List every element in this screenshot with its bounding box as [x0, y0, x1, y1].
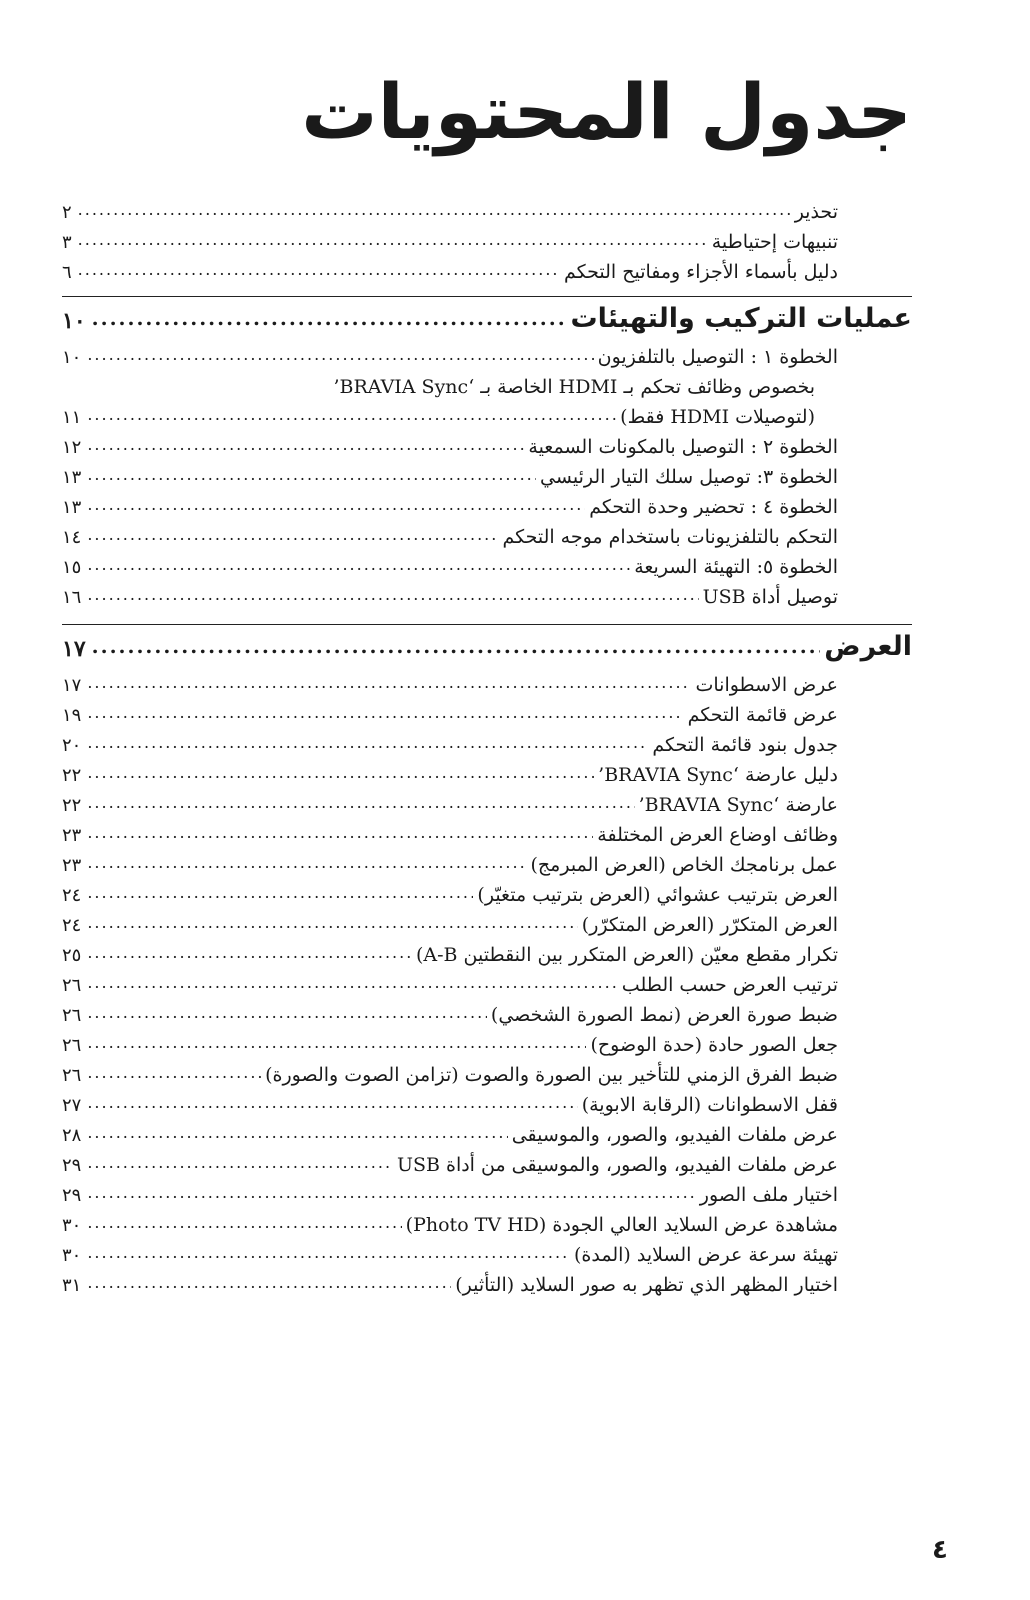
leader-dots — [78, 260, 560, 279]
toc-entry — [62, 876, 838, 906]
toc-entry-label: جعل الصور حادة (حدة الوضوح) — [590, 1034, 838, 1056]
leader-dots — [87, 1003, 487, 1022]
toc-entry — [62, 1086, 838, 1116]
toc-entry-label: تكرار مقطع معيّن (العرض المتكرر بين النقطتين A-B) — [415, 944, 838, 966]
toc-page-number: ٢٤ — [62, 915, 82, 936]
toc-entry — [62, 1146, 838, 1176]
toc-page-number: ١٣ — [62, 497, 82, 518]
leader-dots — [87, 943, 412, 962]
toc-entry-label: تنبيهات إحتياطية — [711, 231, 838, 253]
section-divider — [62, 624, 912, 625]
toc-entry-label: العرض بترتيب عشوائي (العرض بترتيب متغيّر) — [477, 884, 838, 906]
leader-dots — [78, 200, 791, 219]
leader-dots — [87, 1033, 586, 1052]
section-heading-row — [62, 304, 912, 334]
toc-page-number: ١٠ — [62, 308, 86, 334]
leader-dots — [87, 703, 683, 722]
toc-entry — [62, 1266, 838, 1296]
toc-entry-label: توصيل أداة USB — [702, 586, 838, 608]
toc-page-number: ١٩ — [62, 705, 82, 726]
toc-page-number: ٢٦ — [62, 975, 82, 996]
leader-dots — [87, 823, 593, 842]
toc-entry-label: (لتوصيلات HDMI فقط) — [620, 406, 815, 428]
toc-entry — [62, 936, 838, 966]
toc-entry — [62, 428, 838, 458]
leader-dots — [92, 306, 567, 330]
leader-dots — [87, 345, 593, 364]
page-title: جدول المحتويات — [301, 67, 912, 156]
toc-page-number: ١٧ — [62, 636, 86, 662]
leader-dots — [87, 465, 536, 484]
toc-entry-label: تهيئة سرعة عرض السلايد (المدة) — [574, 1244, 838, 1266]
toc-page-number: ٢٩ — [62, 1185, 82, 1206]
toc-page-number: ٢٢ — [62, 795, 82, 816]
leader-dots — [87, 435, 524, 454]
toc-page-number: ٢٦ — [62, 1035, 82, 1056]
toc-entry-label: وظائف اوضاع العرض المختلفة — [597, 824, 838, 846]
toc-entry — [62, 253, 838, 283]
toc-page-number: ١٢ — [62, 437, 82, 458]
toc-entry — [62, 223, 838, 253]
leader-dots — [87, 585, 698, 604]
toc-entry-label: الخطوة ٤ : تحضير وحدة التحكم — [589, 496, 838, 518]
leader-dots — [87, 1213, 401, 1232]
toc-entry — [62, 966, 838, 996]
toc-entry — [62, 1116, 838, 1146]
toc-page-number: ٢٦ — [62, 1005, 82, 1026]
section-heading: عمليات التركيب والتهيئات — [570, 303, 912, 334]
section-divider — [62, 296, 912, 297]
toc-entry-label: الخطوة ٥: التهيئة السريعة — [634, 556, 838, 578]
leader-dots — [87, 793, 634, 812]
toc-entry-label: اختيار المظهر الذي تظهر به صور السلايد (التأثير) — [455, 1274, 838, 1296]
toc-page-number: ٦ — [62, 262, 72, 283]
toc-entry-label: جدول بنود قائمة التحكم — [652, 734, 838, 756]
toc-entry — [62, 578, 838, 608]
toc-entry-label: اختيار ملف الصور — [699, 1184, 838, 1206]
toc-entry-label: العرض المتكرّر (العرض المتكرّر) — [581, 914, 838, 936]
leader-dots — [87, 1153, 393, 1172]
toc-entry — [62, 368, 815, 398]
toc-entry — [62, 518, 838, 548]
toc-entry-label: دليل عارضة ‘BRAVIA Sync’ — [598, 764, 838, 786]
toc-page-number: ٢٤ — [62, 885, 82, 906]
toc-entry — [62, 1236, 838, 1266]
section-heading: العرض — [824, 631, 912, 662]
leader-dots — [87, 883, 473, 902]
leader-dots — [87, 913, 577, 932]
toc-page-number: ٢٥ — [62, 945, 82, 966]
toc-entry — [62, 1056, 838, 1086]
toc-entry — [62, 846, 838, 876]
toc-entry-label: مشاهدة عرض السلايد العالي الجودة (Photo TV HD) — [405, 1214, 838, 1236]
toc-entry-label: ترتيب العرض حسب الطلب — [621, 974, 838, 996]
toc-page-number: ٢٦ — [62, 1065, 82, 1086]
toc-page-number: ٢٠ — [62, 735, 82, 756]
leader-dots — [87, 733, 648, 752]
leader-dots — [87, 405, 616, 424]
leader-dots — [87, 853, 526, 872]
leader-dots — [87, 763, 594, 782]
toc-entry-label: بخصوص وظائف تحكم بـ HDMI الخاصة بـ ‘BRAVIA Sync’ — [333, 376, 815, 398]
toc-entry — [62, 458, 838, 488]
toc-page-number: ١٦ — [62, 587, 82, 608]
toc-entry — [62, 996, 838, 1026]
toc-entry — [62, 398, 815, 428]
toc-page-number: ٣٠ — [62, 1245, 82, 1266]
leader-dots — [87, 973, 617, 992]
toc-page-number: ٣ — [62, 232, 72, 253]
toc-entry-label: قفل الاسطوانات (الرقابة الابوية) — [581, 1094, 838, 1116]
toc-page-number: ٢٣ — [62, 855, 82, 876]
toc-entry — [62, 1176, 838, 1206]
toc-entry-label: الخطوة ٣: توصيل سلك التيار الرئيسي — [540, 466, 838, 488]
toc-entry-label: ضبط الفرق الزمني للتأخير بين الصورة والصوت (تزامن الصوت والصورة) — [265, 1064, 838, 1086]
leader-dots — [87, 1123, 507, 1142]
toc-page-number: ١٠ — [62, 347, 82, 368]
toc-entry-label: عمل برنامجك الخاص (العرض المبرمج) — [530, 854, 838, 876]
toc-entry — [62, 338, 838, 368]
toc-entry — [62, 548, 838, 578]
toc-entry-label: عرض قائمة التحكم — [687, 704, 838, 726]
toc-entry — [62, 488, 838, 518]
toc-entry-label: عرض ملفات الفيديو، والصور، والموسيقى من أداة USB — [396, 1154, 838, 1176]
leader-dots — [87, 1273, 451, 1292]
leader-dots — [87, 1063, 261, 1082]
toc-page-number: ١٤ — [62, 527, 82, 548]
leader-dots — [78, 230, 708, 249]
toc-page-number: ١١ — [62, 407, 82, 428]
leader-dots — [87, 1243, 570, 1262]
toc-entry — [62, 666, 838, 696]
toc-entry-label: التحكم بالتلفزيونات باستخدام موجه التحكم — [502, 526, 838, 548]
toc-entry — [62, 1206, 838, 1236]
toc-entry-label: عرض ملفات الفيديو، والصور، والموسيقى — [511, 1124, 838, 1146]
page-number: ٤ — [932, 1535, 948, 1565]
toc-entry — [62, 786, 838, 816]
toc-page-number: ٢٢ — [62, 765, 82, 786]
toc-page-number: ١٧ — [62, 675, 82, 696]
leader-dots — [87, 673, 691, 692]
leader-dots — [92, 634, 821, 658]
leader-dots — [87, 1093, 577, 1112]
toc-entry-label: الخطوة ١ : التوصيل بالتلفزيون — [597, 346, 838, 368]
toc-page-number: ٢٧ — [62, 1095, 82, 1116]
toc-entry — [62, 1026, 838, 1056]
toc-entry-label: تحذير — [794, 201, 838, 223]
toc-page-number: ٣٠ — [62, 1215, 82, 1236]
toc-entry — [62, 906, 838, 936]
toc-page-number: ٣١ — [62, 1275, 82, 1296]
toc-entry-label: ضبط صورة العرض (نمط الصورة الشخصي) — [490, 1004, 838, 1026]
toc-entry-label: الخطوة ٢ : التوصيل بالمكونات السمعية — [528, 436, 838, 458]
leader-dots — [87, 1183, 695, 1202]
toc-entry — [62, 193, 838, 223]
toc-page-number: ٢ — [62, 202, 72, 223]
toc-entry-label: عارضة ‘BRAVIA Sync’ — [638, 794, 838, 816]
leader-dots — [87, 495, 585, 514]
toc-entry — [62, 726, 838, 756]
toc-entry — [62, 756, 838, 786]
toc-page-number: ٢٨ — [62, 1125, 82, 1146]
toc-page-number: ٢٩ — [62, 1155, 82, 1176]
toc-entry-label: عرض الاسطوانات — [695, 674, 838, 696]
toc-entry-label: دليل بأسماء الأجزاء ومفاتيح التحكم — [563, 261, 838, 283]
leader-dots — [87, 525, 498, 544]
toc-page-number: ٢٣ — [62, 825, 82, 846]
leader-dots — [87, 555, 630, 574]
toc-entry — [62, 696, 838, 726]
toc-page-number: ١٥ — [62, 557, 82, 578]
section-heading-row — [62, 632, 912, 662]
toc-entry — [62, 816, 838, 846]
toc-page-number: ١٣ — [62, 467, 82, 488]
